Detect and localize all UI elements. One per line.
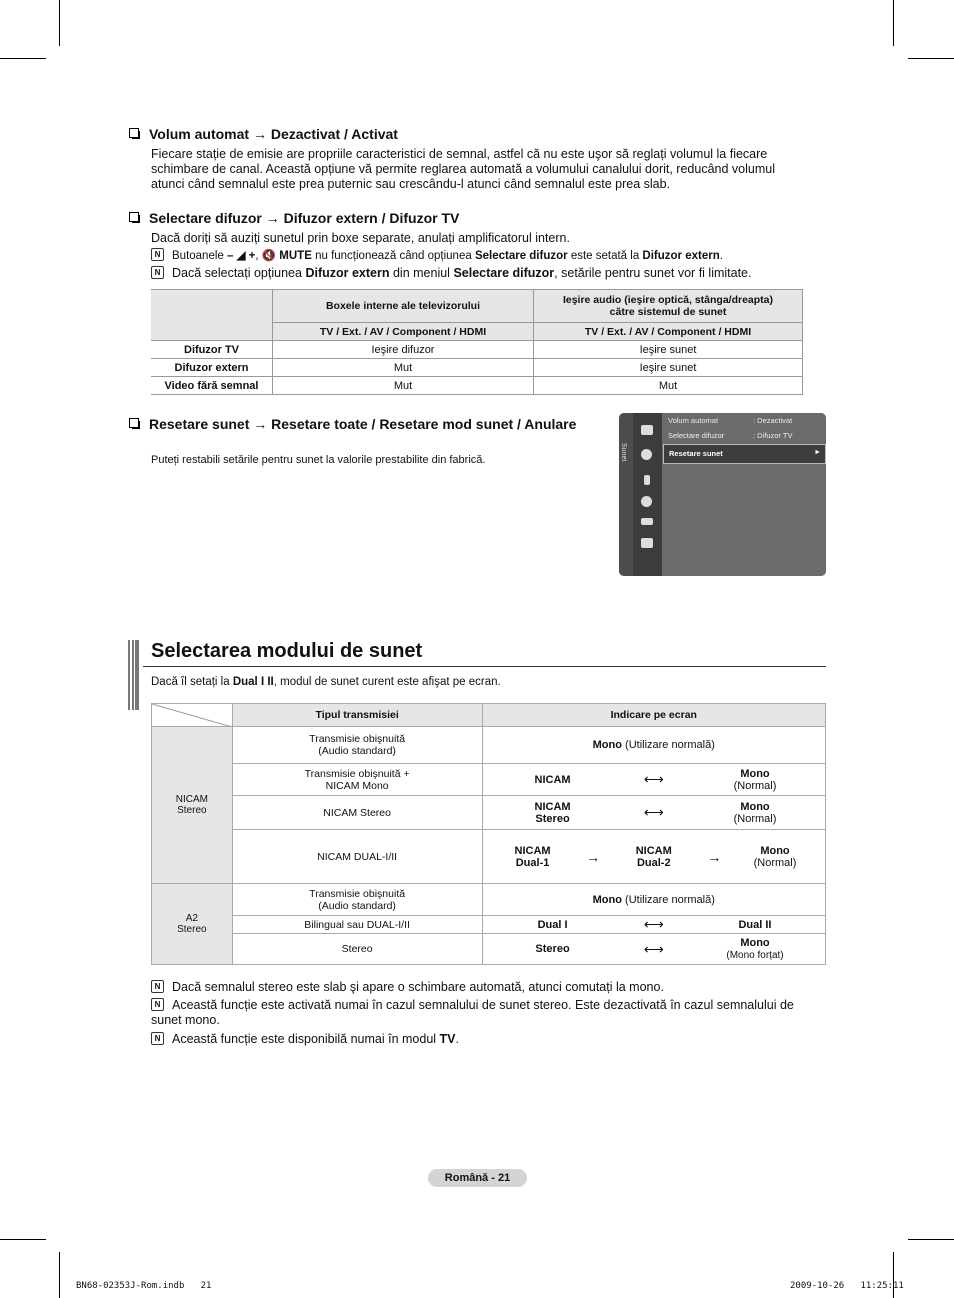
page-number-badge: Română - 21 [428, 1169, 527, 1187]
checkbox-bullet-icon [129, 418, 139, 428]
col-head: Boxele interne ale televizorului [273, 290, 534, 323]
picture-icon [641, 425, 653, 435]
title-underline [143, 666, 826, 667]
note-stereo-weak: N Dacă semnalul stereo este slab şi apare o schimbare automată, atunci comutați la mono. [151, 980, 831, 995]
double-arrow-icon: ⟷ [643, 771, 664, 787]
note-tv-only: N Această funcție este disponibilă numai în modul TV. [151, 1032, 831, 1047]
note-icon: N [151, 266, 164, 279]
table-row: NICAM Stereo Transmisie obişnuită (Audio standard) Mono (Utilizare normală) [152, 727, 826, 764]
arrow-right-icon: → [586, 848, 601, 865]
section-text: Dacă doriți să auziți sunetul prin boxe separate, anulați amplificatorul intern. [151, 231, 570, 245]
double-arrow-icon: ⟷ [643, 940, 664, 957]
col-head: Tipul transmisiei [232, 704, 482, 727]
file-info: BN68-02353J-Rom.indb 21 [76, 1281, 212, 1291]
sub-head: TV / Ext. / AV / Component / HDMI [534, 323, 803, 341]
section-text: Fiecare stație de emisie are propriile caracteristici de semnal, astfel că nu este uşor să reglați volumul la fiecare schimbare de canal. Această opțiune vă permite reglarea automată a volumului canalului dorit, reducând volumul atunci când semnalul este prea puternic sau crescându-l atunci când semnalul este prea slab. [151, 147, 775, 191]
arrow-right-icon: ► [814, 449, 821, 456]
page-title: Selectarea modului de sunet [151, 640, 423, 662]
table-row: Difuzor extern Mut Ieşire sunet [151, 359, 803, 377]
osd-icon-column [633, 413, 662, 576]
checkbox-bullet-icon [129, 128, 139, 138]
note-icon: N [151, 980, 164, 993]
speaker-table [151, 289, 803, 395]
note-icon: N [151, 248, 164, 261]
channel-icon [644, 475, 650, 485]
section-text: Puteți restabili setările pentru sunet la valorile prestabilite din fabrică. [151, 454, 486, 466]
note-stereo-only: N Această funcție este activată numai în cazul semnalului de sunet stereo. Este dezactivată în cazul semnalului de sunet mono. [151, 998, 794, 1027]
table-row: Stereo Stereo ⟷ Mono (Mono forțat) [152, 934, 826, 965]
double-arrow-icon: ⟷ [643, 804, 664, 820]
section-heading-resetare-sunet: Resetare sunet → Resetare toate / Resetare mod sunet / Anulare [129, 417, 579, 432]
table-row: Bilingual sau DUAL-I/II Dual I ⟷ Dual II [152, 916, 826, 934]
title-bar-stripe [130, 640, 132, 710]
note-icon: N [151, 998, 164, 1011]
osd-menu-list: Volum automat : Dezactivat Selectare difuzor : Difuzor TV Resetare sunet ► [662, 413, 826, 576]
table-row: NICAM Stereo NICAM Stereo ⟷ Mono (Normal) [152, 796, 826, 830]
table-corner-diagonal [152, 704, 233, 727]
col-head: Ieşire audio (ieşire optică, stânga/dreapta) către sistemul de sunet [534, 290, 803, 323]
table-row: A2 Stereo Transmisie obişnuită (Audio standard) Mono (Utilizare normală) [152, 884, 826, 916]
table-row: Difuzor TV Ieşire difuzor Ieşire sunet [151, 341, 803, 359]
title-bar-stripe [134, 640, 135, 710]
note-limited: N Dacă selectați opțiunea Difuzor extern din meniul Selectare difuzor, setările pentru sunet vor fi limitate. [151, 266, 831, 281]
setup-gear-icon [641, 496, 652, 507]
osd-menu-screenshot [619, 413, 826, 576]
col-head: Indicare pe ecran [482, 704, 825, 727]
sub-head: TV / Ext. / AV / Component / HDMI [273, 323, 534, 341]
osd-selected-item: Resetare sunet ► [663, 444, 826, 464]
table-row: Video fără semnal Mut Mut [151, 377, 803, 395]
arrow-right-icon: → [707, 848, 722, 865]
section-heading-volum-automat: Volum automat → Dezactivat / Activat [129, 126, 398, 142]
note-buttons: N Butoanele – ◢ +, 🔇 MUTE nu funcționează când opțiunea Selectare difuzor este setată la Difuzor extern. [151, 249, 831, 264]
table-row: Transmisie obişnuită + NICAM Mono NICAM ⟷ Mono (Normal) [152, 764, 826, 796]
section-heading-selectare-difuzor: Selectare difuzor → Difuzor extern / Difuzor TV [129, 210, 459, 226]
checkbox-bullet-icon [129, 212, 139, 222]
table-row: NICAM DUAL-I/II NICAM Dual-1 → NICAM Dual-2 → Mono (Normal) [152, 830, 826, 884]
sound-mode-table [151, 703, 826, 965]
sound-icon [641, 449, 652, 460]
print-date: 2009-10-26 11:25:11 [790, 1281, 904, 1291]
note-icon: N [151, 1032, 164, 1045]
double-arrow-icon: ⟷ [643, 916, 664, 932]
osd-side-bar: Sunet [619, 413, 633, 576]
intro-text: Dacă îl setați la Dual I II, modul de sunet curent este afişat pe ecran. [151, 676, 501, 688]
input-icon [641, 518, 653, 525]
table-corner [151, 290, 273, 341]
application-icon [641, 538, 653, 548]
